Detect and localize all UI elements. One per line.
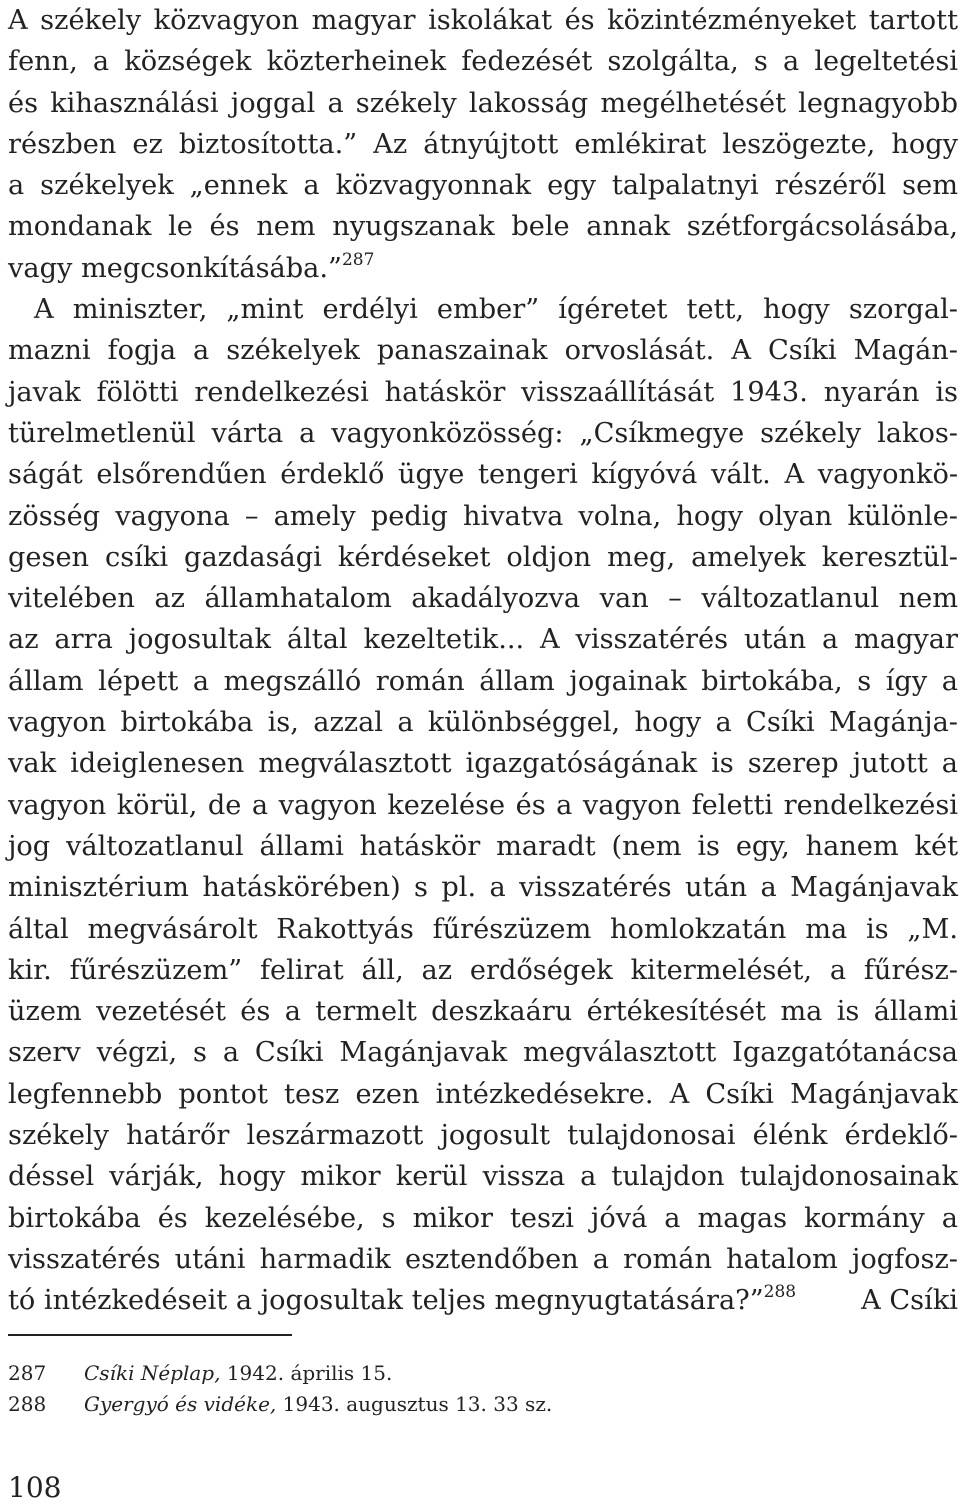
text-line: mondanak le és nem nyugszanak bele annak szétforgácsolásába, <box>8 211 958 243</box>
footnote-divider <box>8 1334 292 1336</box>
footnote-288 <box>8 1392 552 1416</box>
text-line: részben ez biztosította.” Az átnyújtott emlékirat leszögezte, hogy <box>8 128 958 160</box>
text-line <box>8 1280 958 1321</box>
text-line: javak fölötti rendelkezési hatáskör visszaállítását 1943. nyarán is <box>8 376 958 408</box>
text-line: a székelyek „ennek a közvagyonnak egy talpalatnyi részéről sem <box>8 170 958 202</box>
text-line-content <box>8 1280 796 1321</box>
text-line: A miniszter, „mint erdélyi ember” ígéretet tett, hogy szorgal- <box>34 294 958 326</box>
text-line-content: vagy megcsonkításába.” <box>8 252 342 284</box>
footnote-287 <box>8 1361 392 1385</box>
text-line: A székely közvagyon magyar iskolákat és közintézményeket tartott <box>8 5 958 36</box>
page-number: 108 <box>8 1471 62 1504</box>
main-text <box>8 0 958 1322</box>
text-line: gesen csíki gazdasági kérdéseket oldjon meg, amelyek keresztül- <box>8 541 958 573</box>
text-line-continuation: A Csíki <box>861 1285 958 1317</box>
text-line: vak ideiglenesen megválasztott igazgatóságának is szerep jutott a <box>8 748 958 780</box>
text-line: vitelében az államhatalom akadályozva van – változatlanul nem <box>8 583 958 615</box>
text-line: vagyon körül, de a vagyon kezelése és a vagyon feletti rendelkezési <box>8 789 958 821</box>
text-line: székely határőr leszármazott jogosult tulajdonosai élénk érdeklő- <box>8 1120 958 1152</box>
text-line: türelmetlenül várta a vagyonközösség: „Csíkmegye székely lakos- <box>8 417 958 449</box>
footnote-source: Gyergyó és vidéke, <box>84 1392 277 1416</box>
footnote-ref-287: 287 <box>341 249 375 270</box>
text-line: által megvásárolt Rakottyás fűrészüzem homlokzatán ma is „M. <box>8 913 958 945</box>
text-line: ságát elsőrendűen érdeklő ügye tengeri kígyóvá vált. A vagyonkö- <box>8 459 958 491</box>
text-line <box>8 248 958 289</box>
text-line: jog változatlanul állami hatáskör maradt (nem is egy, hanem két <box>8 830 958 862</box>
footnote-detail: 1943. augusztus 13. 33 sz. <box>276 1392 553 1416</box>
text-line: szerv végzi, s a Csíki Magánjavak megválasztott Igazgatótanácsa <box>8 1037 958 1069</box>
footnote-detail: 1942. április 15. <box>220 1361 393 1385</box>
text-line: minisztérium hatáskörében) s pl. a visszatérés után a Magánjavak <box>8 872 958 904</box>
text-line: déssel várják, hogy mikor kerül vissza a tulajdon tulajdonosainak <box>8 1161 958 1193</box>
text-line: mazni fogja a székelyek panaszainak orvoslását. A Csíki Magán- <box>8 335 958 367</box>
footnote-number: 287 <box>8 1361 47 1385</box>
text-line: az arra jogosultak által kezeltetik... A visszatérés után a magyar <box>8 624 958 656</box>
text-line: birtokába és kezelésébe, s mikor teszi jóvá a magas kormány a <box>8 1202 958 1234</box>
text-line-segment: tó intézkedéseit a jogosultak teljes megnyugtatására?” <box>8 1285 764 1317</box>
text-line: visszatérés utáni harmadik esztendőben a román hatalom jogfosz- <box>8 1243 958 1275</box>
text-line: állam lépett a megszálló román állam jogainak birtokába, s így a <box>8 665 958 697</box>
text-line: és kihasználási joggal a székely lakosság megélhetését legnagyobb <box>8 87 958 119</box>
text-line: fenn, a községek közterheinek fedezését szolgálta, s a legeltetési <box>8 46 958 78</box>
footnote-ref-288: 288 <box>763 1282 797 1303</box>
text-line: legfennebb pontot tesz ezen intézkedésekre. A Csíki Magánjavak <box>8 1078 958 1110</box>
text-line: üzem vezetését és a termelt deszkaáru értékesítését ma is állami <box>8 996 958 1028</box>
text-line: vagyon birtokába is, azzal a különbséggel, hogy a Csíki Magánja- <box>8 707 958 739</box>
footnote-source: Csíki Néplap, <box>84 1361 221 1385</box>
text-line: kir. fűrészüzem” felirat áll, az erdőségek kitermelését, a fűrész- <box>8 954 958 986</box>
text-line: zösség vagyona – amely pedig hivatva volna, hogy olyan különle- <box>8 500 958 532</box>
footnote-number: 288 <box>8 1392 47 1416</box>
